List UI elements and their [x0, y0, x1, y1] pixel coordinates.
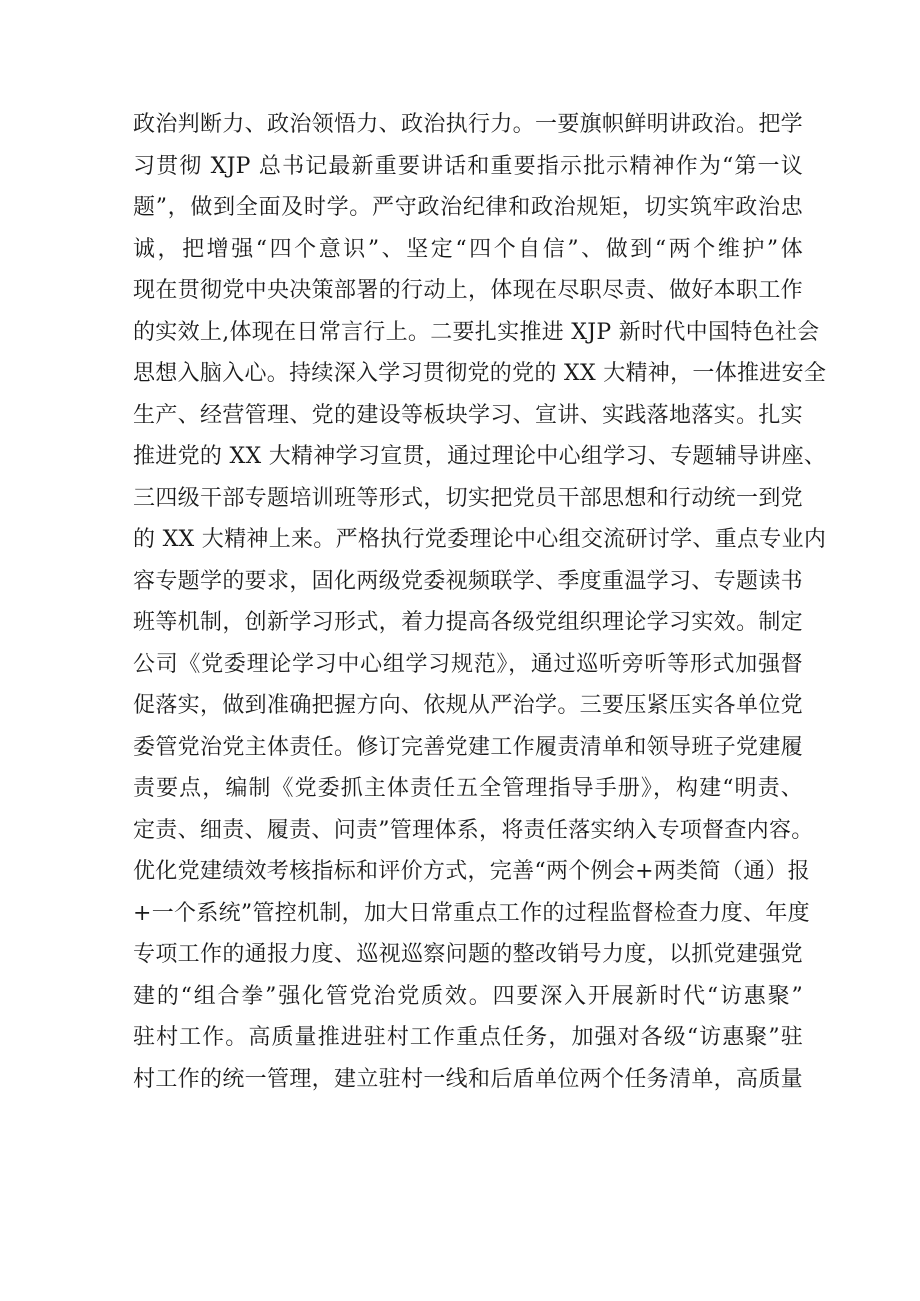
text-line: 班等机制，创新学习形式，着力提高各级党组织理论学习实效。制定 [133, 610, 803, 635]
text-line: 习贯彻 XJP 总书记最新重要讲话和重要指示批示精神作为“第一议 [133, 153, 803, 179]
text-line: 三四级干部专题培训班等形式，切实把党员干部思想和行动统一到党 [133, 485, 803, 511]
body-text [133, 104, 827, 1100]
text-line: 专项工作的通报力度、巡视巡察问题的整改销号力度，以抓党建强党 [133, 942, 803, 967]
text-line: 政治判断力、政治领悟力、政治执行力。一要旗帜鲜明讲政治。把学 [133, 112, 803, 137]
text-line: 优化党建绩效考核指标和评价方式，完善“两个例会+两类简（通）报 [133, 859, 810, 884]
text-line: 的 XX 大精神上来。严格执行党委理论中心组交流研讨学、重点专业内 [133, 527, 827, 552]
text-line: 村工作的统一管理，建立驻村一线和后盾单位两个任务清单，高质量 [133, 1066, 803, 1092]
text-line: 公司《党委理论学习中心组学习规范》，通过巡听旁听等形式加强督 [133, 651, 803, 677]
text-line: 建的“组合拳”强化管党治党质效。四要深入开展新时代“访惠聚” [133, 983, 803, 1009]
text-line: 驻村工作。高质量推进驻村工作重点任务，加强对各级“访惠聚”驻 [133, 1025, 803, 1050]
text-line: 责要点，编制《党委抓主体责任五全管理指导手册》，构建“明责、 [133, 776, 803, 801]
text-line: 现在贯彻党中央决策部署的行动上，体现在尽职尽责、做好本职工作 [133, 278, 803, 303]
text-line: +一个系统”管控机制，加大日常重点工作的过程监督检查力度、年度 [133, 900, 810, 926]
text-line: 促落实，做到准确把握方向、依规从严治学。三要压紧压实各单位党 [133, 693, 803, 718]
text-line: 思想入脑入心。持续深入学习贯彻党的党的 XX 大精神，一体推进安全 [133, 361, 827, 386]
text-line: 推进党的 XX 大精神学习宣贯，通过理论中心组学习、专题辅导讲座、 [133, 444, 827, 469]
text-line: 的实效上,体现在日常言行上。二要扎实推进 XJP 新时代中国特色社会 [133, 319, 820, 345]
text-line: 诚，把增强“四个意识”、坚定“四个自信”、做到“两个维护”体 [133, 236, 803, 262]
text-line: 容专题学的要求，固化两级党委视频联学、季度重温学习、专题读书 [133, 568, 803, 594]
text-line: 定责、细责、履责、问责”管理体系，将责任落实纳入专项督查内容。 [133, 817, 814, 843]
text-line: 委管党治党主体责任。修订完善党建工作履责清单和领导班子党建履 [133, 734, 803, 760]
text-line: 题”，做到全面及时学。严守政治纪律和政治规矩，切实筑牢政治忠 [133, 195, 803, 220]
text-line: 生产、经营管理、党的建设等板块学习、宣讲、实践落地落实。扎实 [133, 402, 803, 428]
